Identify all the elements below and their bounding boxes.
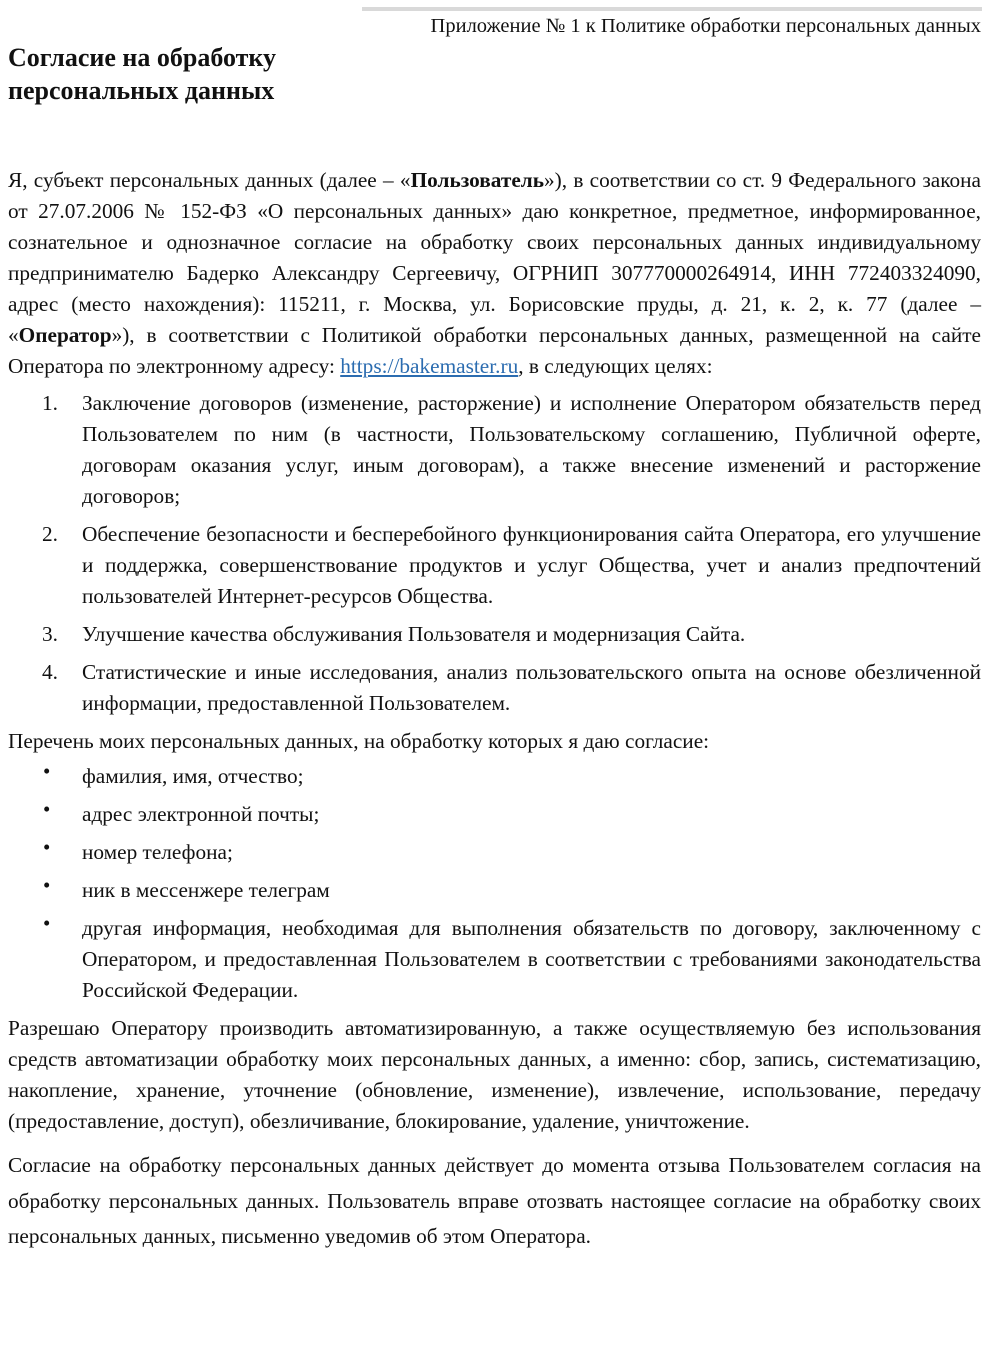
item-text: фамилия, имя, отчество; [82,764,304,788]
personal-data-list [8,761,981,1006]
item-number: 2. [42,522,58,546]
purpose-item [8,619,981,650]
bullet-icon: • [43,911,51,935]
intro-paragraph [8,165,981,382]
purpose-item [8,388,981,512]
item-text: адрес электронной почты; [82,802,320,826]
data-item [8,799,981,830]
intro-text-3: »), в соответствии с Политикой обработки персональных данных, размещенной на сайте Оператора по электронному адресу: [8,323,981,378]
title-line-2: персональных данных [8,76,275,105]
consent-term-paragraph: Согласие на обработку персональных данных действует до момента отзыва Пользователем согласия на обработку персональных данных. Пользователь вправе отозвать настоящее согласие на обработку своих персональных данных, письменно уведомив об этом Оператора. [8,1153,981,1248]
item-text: номер телефона; [82,840,233,864]
processing-methods-paragraph: Разрешаю Оператору производить автоматизированную, а также осуществляемую без использования средств автоматизации обработку моих персональных данных, а именно: сбор, запись, систематизацию, накопление, хранение, уточнение (обновление, изменение), извлечение, использование, передачу (предоставление, доступ), обезличивание, блокирование, удаление, уничтожение. [8,1016,981,1133]
bullet-icon: • [43,759,51,783]
purpose-item [8,519,981,612]
item-text: Заключение договоров (изменение, расторжение) и исполнение Оператором обязательств перед Пользователем по ним (в частности, Пользовательскому соглашению, Публичной оферте, договорам оказания услуг, иным договорам), а также внесение изменений и расторжение договоров; [82,391,981,508]
item-number: 3. [42,622,58,646]
item-number: 4. [42,660,58,684]
term-operator: Оператор [18,323,112,347]
header-rule [362,7,982,11]
item-text: Статистические и иные исследования, анализ пользовательского опыта на основе обезличенной информации, предоставленной Пользователем. [82,660,981,715]
item-text: другая информация, необходимая для выполнения обязательств по договору, заключенному с Оператором, и предоставленная Пользователем в соответствии с требованиями законодательства Российской Федерации. [82,916,981,1002]
data-item [8,913,981,1006]
document-body [8,165,981,1255]
purpose-item [8,657,981,719]
appendix-caption: Приложение № 1 к Политике обработки персональных данных [430,15,981,37]
item-text: Обеспечение безопасности и бесперебойного функционирования сайта Оператора, его улучшение и поддержка, совершенствование продуктов и услуг Общества, учет и анализ предпочтений пользователей Интернет-ресурсов Общества. [82,522,981,608]
bullet-icon: • [43,873,51,897]
bullet-icon: • [43,797,51,821]
title-line-1: Согласие на обработку [8,43,277,72]
data-list-intro: Перечень моих персональных данных, на обработку которых я даю согласие: [8,729,710,753]
intro-text-1: Я, субъект персональных данных (далее – « [8,168,411,192]
data-item [8,875,981,906]
data-item [8,837,981,868]
item-text: ник в мессенжере телеграм [82,878,330,902]
term-user: Пользователь [410,168,544,192]
data-item [8,761,981,792]
intro-text-2: »), в соответствии со ст. 9 Федерального закона от 27.07.2006 № 152-ФЗ «О персональных данных» даю конкретное, предметное, информированное, сознательное и однозначное согласие на обработку своих персональных данных индивидуальному предпринимателю Бадерко Александру Сергеевичу, ОГРНИП 307770000264914, ИНН 772403324090, адрес (место нахождения): 115211, г. Москва, ул. Борисовские пруды, д. 21, к. 2, к. 77 (далее – « [8,168,981,347]
bullet-icon: • [43,835,51,859]
page-title [8,41,276,107]
item-text: Улучшение качества обслуживания Пользователя и модернизация Сайта. [82,622,746,646]
intro-text-4: , в следующих целях: [518,354,713,378]
site-link[interactable]: https://bakemaster.ru [340,354,519,378]
purposes-list [8,388,981,719]
item-number: 1. [42,391,58,415]
